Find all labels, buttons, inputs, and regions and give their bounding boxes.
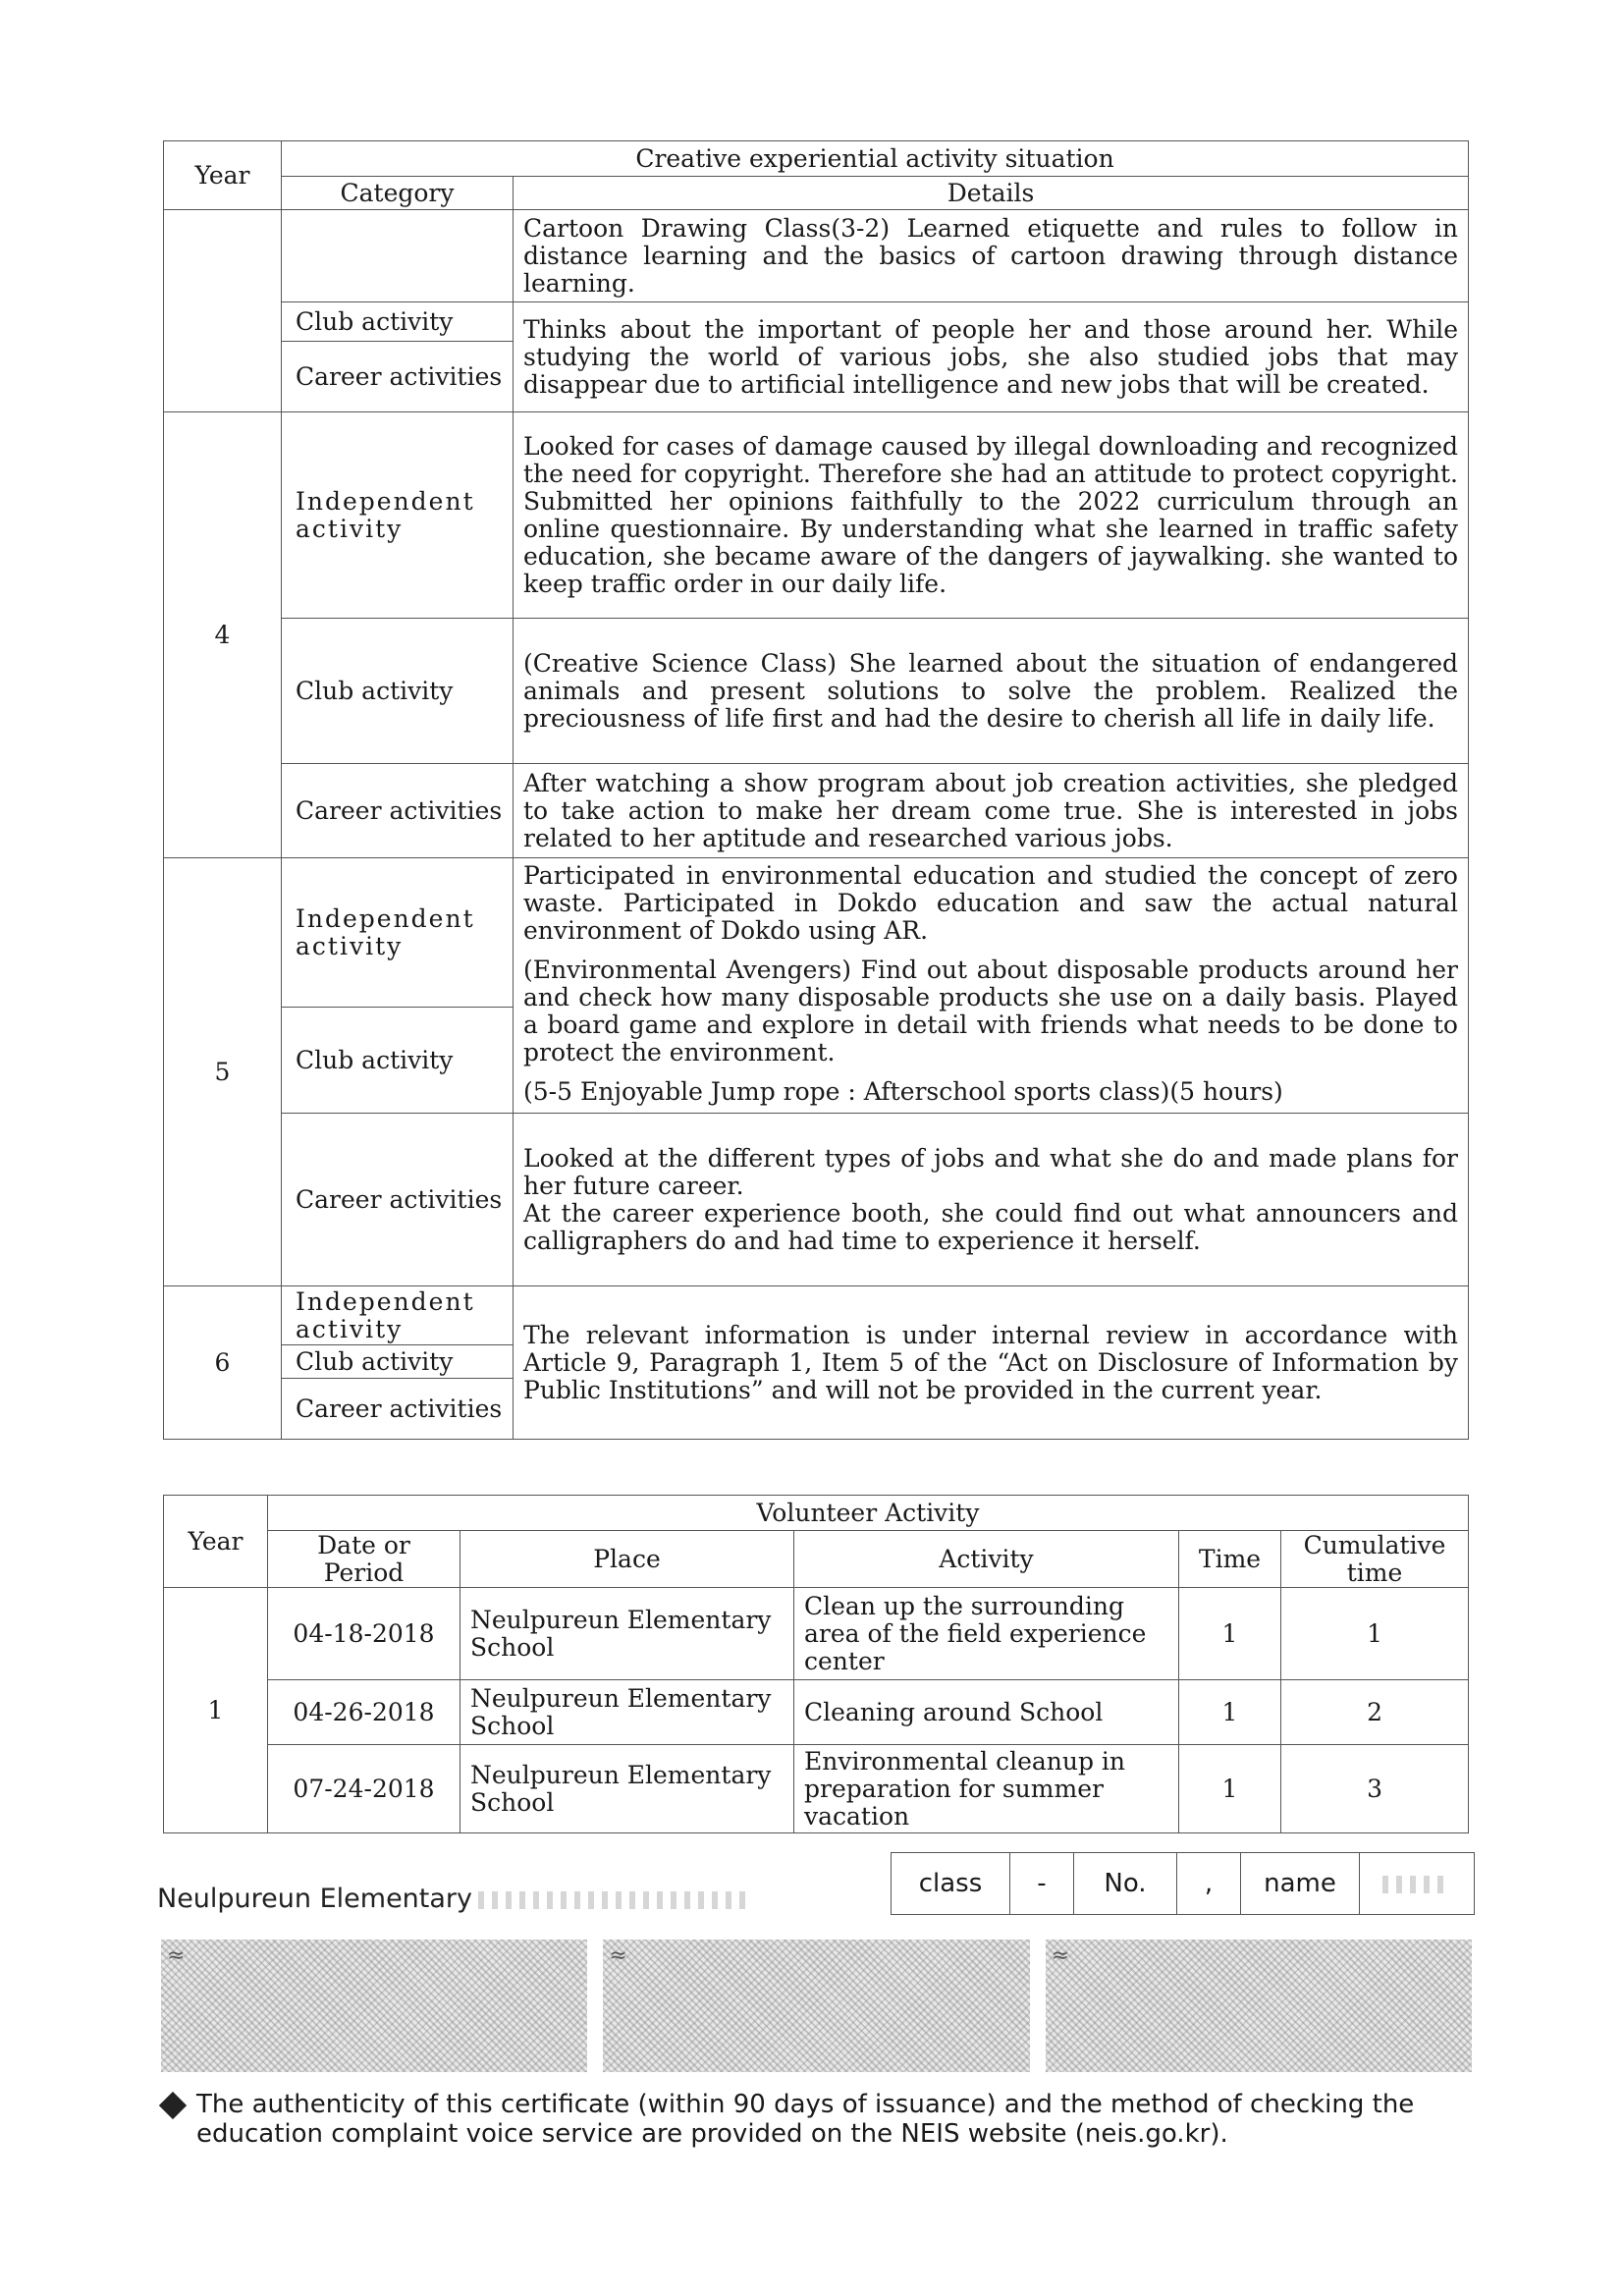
activity-header: Activity xyxy=(794,1531,1179,1588)
activity-cell: Clean up the surrounding area of the field experience center xyxy=(794,1588,1179,1680)
redacted-text xyxy=(478,1891,753,1909)
year-header: Year xyxy=(164,141,282,210)
diamond-bullet-icon xyxy=(159,2092,187,2119)
place-header: Place xyxy=(460,1531,794,1588)
no-label: No. xyxy=(1074,1853,1177,1915)
student-info-box xyxy=(891,1852,1475,1915)
school-name: Neulpureun Elementary xyxy=(157,1884,473,1914)
details-cell: Participated in environmental education and studied the concept of zero waste. Participated in Dokdo education and saw the actual natural environment of Dokdo using AR. (Environmental Avengers) Find out about disposable products around her and check how many disposable products she use on a daily basis. Played a board game and explore in detail with friends what needs to be done to protect the environment. (5-5 Enjoyable Jump rope : Afterschool sports class)(5 hours) xyxy=(514,858,1469,1114)
activity-cell: Cleaning around School xyxy=(794,1680,1179,1745)
year-cell: 6 xyxy=(164,1286,282,1440)
time-header: Time xyxy=(1179,1531,1281,1588)
place-cell: Neulpureun Elementary School xyxy=(460,1680,794,1745)
category-cell: Independent activity xyxy=(282,858,514,1008)
details-cell: The relevant information is under internal review in accordance with Article 9, Paragraph 1, Item 5 of the “Act on Disclosure of Information by Public Institutions” and will not be provided in the current year. xyxy=(514,1286,1469,1440)
security-pattern-block xyxy=(1046,1940,1472,2072)
security-pattern-block xyxy=(603,1940,1029,2072)
time-cell: 1 xyxy=(1179,1588,1281,1680)
details-header: Details xyxy=(514,177,1469,210)
school-name-line xyxy=(157,1884,753,1914)
date-cell: 07-24-2018 xyxy=(268,1745,460,1833)
table-row xyxy=(164,1588,1469,1680)
table-title: Volunteer Activity xyxy=(268,1496,1469,1531)
class-label: class xyxy=(892,1853,1010,1915)
creative-activity-table xyxy=(163,140,1469,1440)
cumulative-header: Cumulative time xyxy=(1281,1531,1469,1588)
table-row xyxy=(164,1680,1469,1745)
authenticity-notice xyxy=(159,2090,1475,2149)
category-cell: Career activities xyxy=(282,342,514,412)
name-label: name xyxy=(1241,1853,1360,1915)
details-cell: Thinks about the important of people her and those around her. While studying the world of various jobs, she also studied jobs that may disappear due to artificial intelligence and new jobs that will be created. xyxy=(514,302,1469,412)
place-cell: Neulpureun Elementary School xyxy=(460,1588,794,1680)
category-header: Category xyxy=(282,177,514,210)
place-cell: Neulpureun Elementary School xyxy=(460,1745,794,1833)
category-cell: Career activities xyxy=(282,1114,514,1286)
name-value-redacted xyxy=(1360,1853,1475,1915)
class-value: - xyxy=(1010,1853,1074,1915)
year-cell xyxy=(164,210,282,412)
table-row xyxy=(164,1745,1469,1833)
year-cell: 1 xyxy=(164,1588,268,1833)
category-cell: Career activities xyxy=(282,1379,514,1440)
cumulative-cell: 1 xyxy=(1281,1588,1469,1680)
details-cell: Cartoon Drawing Class(3-2) Learned etiquette and rules to follow in distance learning and the basics of cartoon drawing through distance learning. xyxy=(514,210,1469,302)
time-cell: 1 xyxy=(1179,1745,1281,1833)
date-cell: 04-18-2018 xyxy=(268,1588,460,1680)
category-cell xyxy=(282,210,514,302)
category-cell: Club activity xyxy=(282,619,514,764)
security-pattern-block xyxy=(161,1940,587,2072)
category-cell: Independent activity xyxy=(282,1286,514,1345)
notice-text: The authenticity of this certificate (within 90 days of issuance) and the method of checking the education complaint voice service are provided on the NEIS website (neis.go.kr). xyxy=(196,2090,1415,2149)
year-cell: 4 xyxy=(164,412,282,858)
year-cell: 5 xyxy=(164,858,282,1286)
volunteer-activity-table xyxy=(163,1495,1469,1833)
table-title: Creative experiential activity situation xyxy=(282,141,1469,177)
wave-icon: ≈ xyxy=(1051,1943,1070,1968)
date-cell: 04-26-2018 xyxy=(268,1680,460,1745)
details-cell: After watching a show program about job creation activities, she pledged to take action to make her dream come true. She is interested in jobs related to her aptitude and researched various jobs. xyxy=(514,764,1469,858)
category-cell: Club activity xyxy=(282,302,514,342)
wave-icon: ≈ xyxy=(609,1943,627,1968)
cumulative-cell: 2 xyxy=(1281,1680,1469,1745)
security-pattern-strip xyxy=(161,1940,1472,2072)
no-value: , xyxy=(1177,1853,1241,1915)
details-cell: Looked for cases of damage caused by illegal downloading and recognized the need for copyright. Therefore she had an attitude to protect copyright. Submitted her opinions faithfully to the 2022 curriculum through an online questionnaire. By understanding what she learned in traffic safety education, she became aware of the dangers of jaywalking. she wanted to keep traffic order in our daily life. xyxy=(514,412,1469,619)
category-cell: Club activity xyxy=(282,1345,514,1379)
details-cell: Looked at the different types of jobs and what she do and made plans for her future career. At the career experience booth, she could find out what announcers and calligraphers do and had time to experience it herself. xyxy=(514,1114,1469,1286)
time-cell: 1 xyxy=(1179,1680,1281,1745)
details-cell: (Creative Science Class) She learned about the situation of endangered animals and present solutions to solve the problem. Realized the preciousness of life first and had the desire to cherish all life in daily life. xyxy=(514,619,1469,764)
cumulative-cell: 3 xyxy=(1281,1745,1469,1833)
date-header: Date or Period xyxy=(268,1531,460,1588)
category-cell: Club activity xyxy=(282,1008,514,1114)
category-cell: Independent activity xyxy=(282,412,514,619)
year-header: Year xyxy=(164,1496,268,1588)
wave-icon: ≈ xyxy=(167,1943,186,1968)
activity-cell: Environmental cleanup in preparation for summer vacation xyxy=(794,1745,1179,1833)
category-cell: Career activities xyxy=(282,764,514,858)
